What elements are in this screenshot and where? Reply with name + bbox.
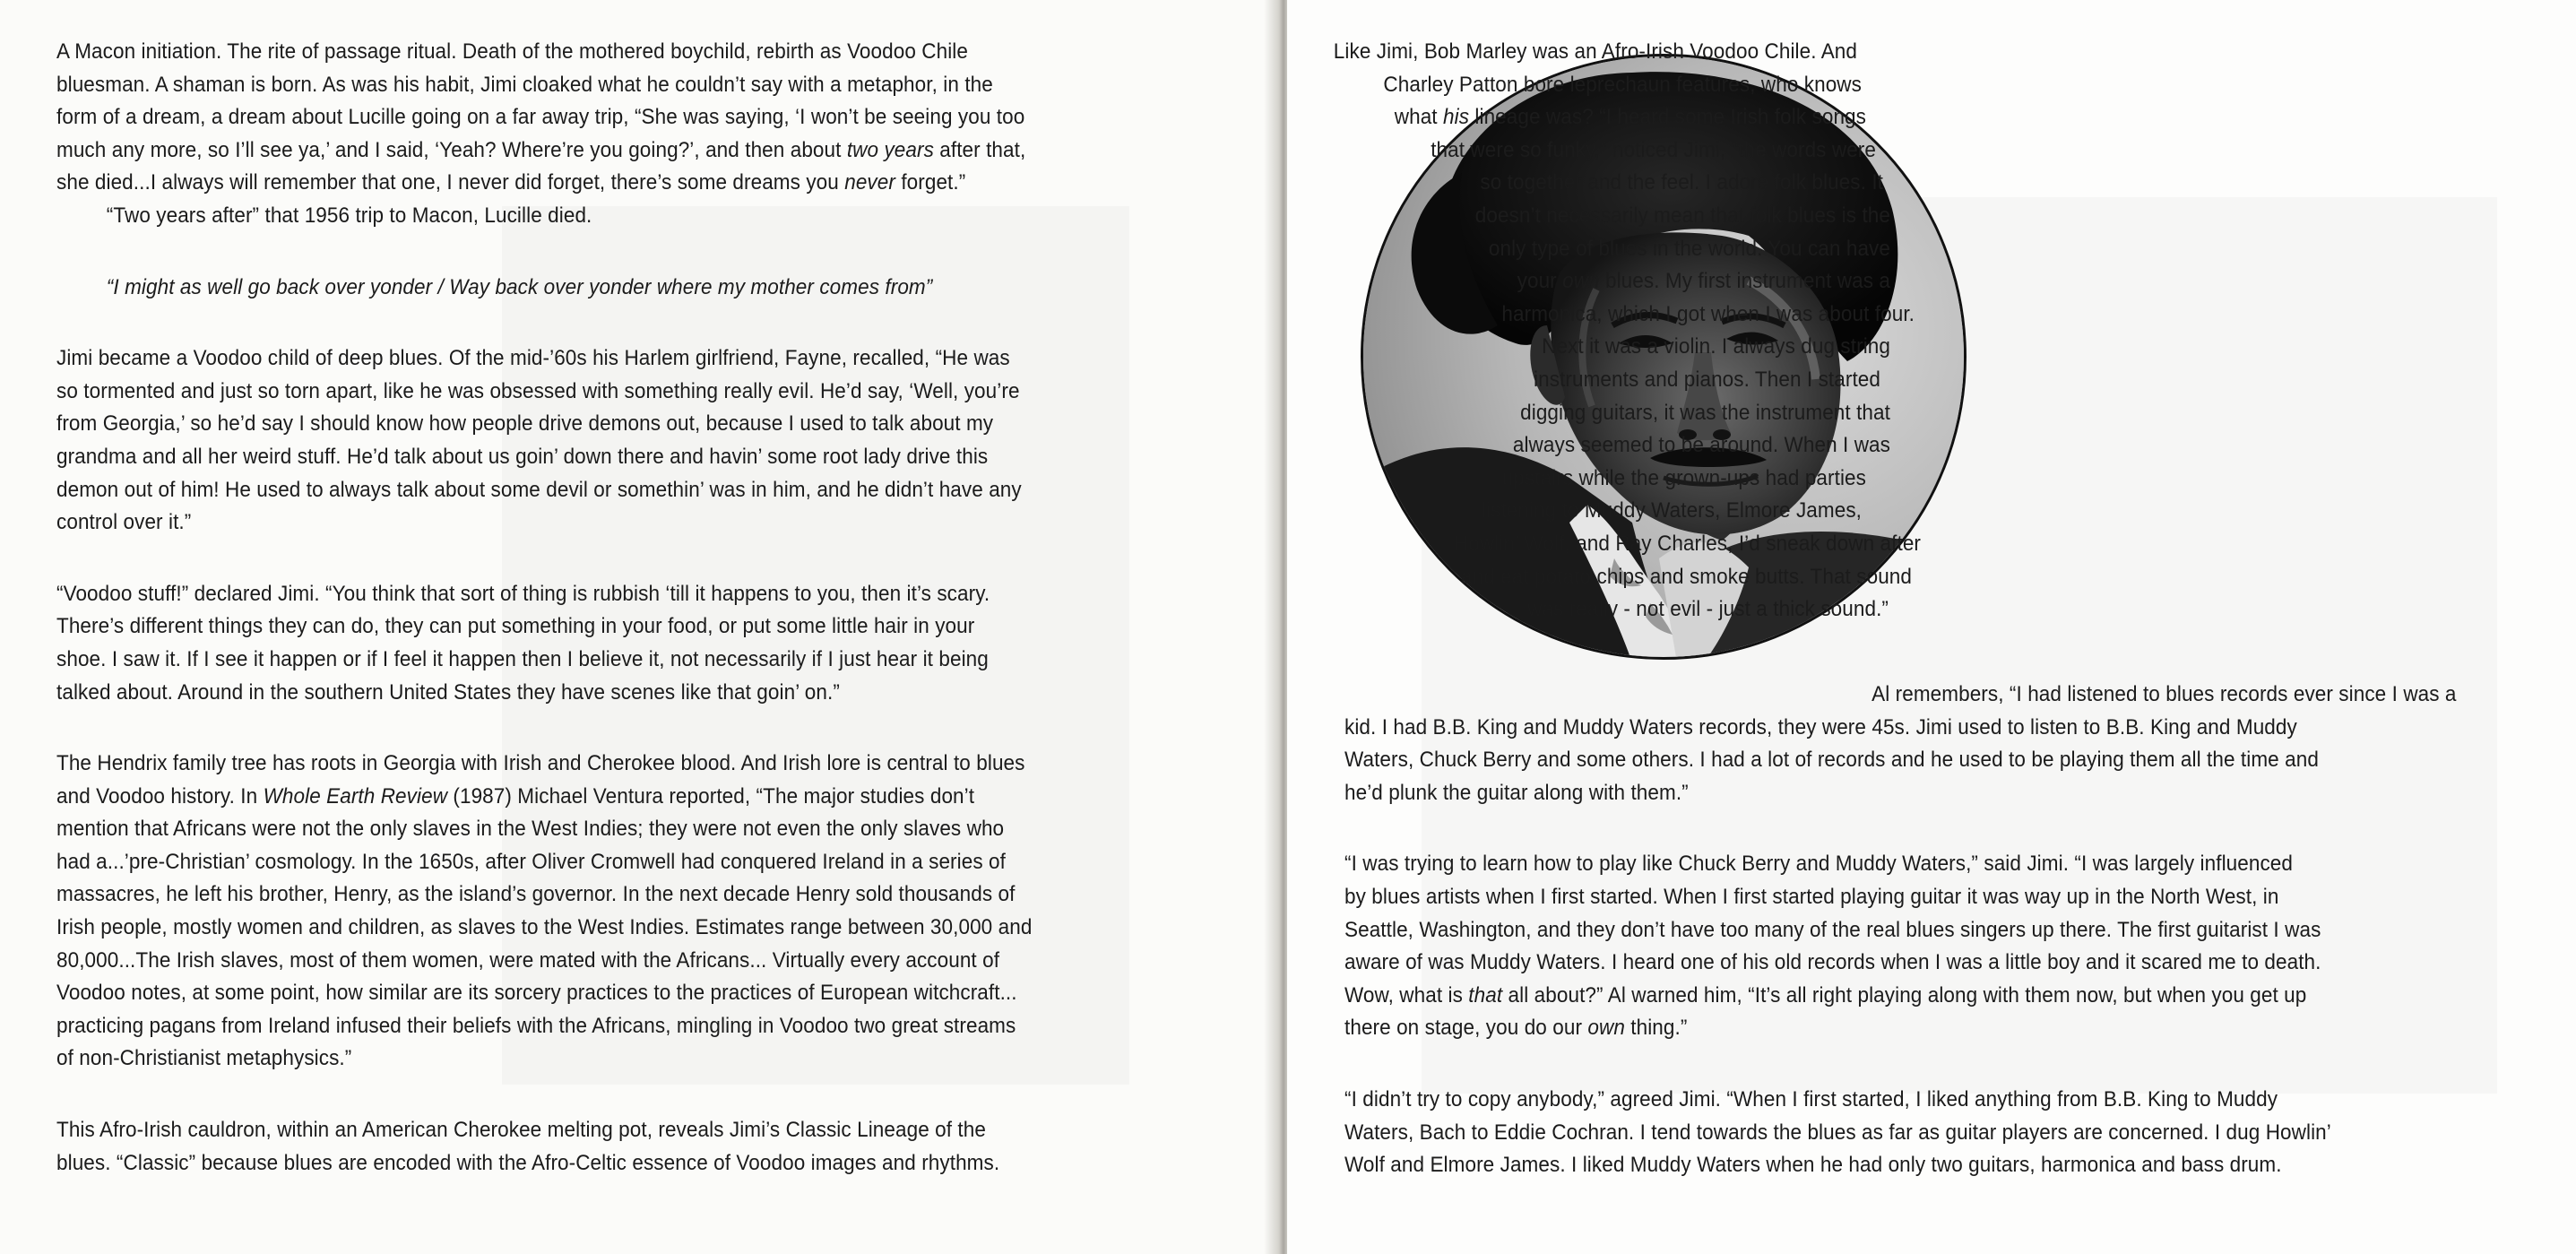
left_page-p1-line: “I might as well go back over yonder / Way back over yonder where my mother comes from” bbox=[106, 274, 933, 299]
wrap-line: and eat potato chips and smoke butts. That sound bbox=[1460, 564, 1913, 589]
wrap-line: harmonica, which I got when I was about four. bbox=[1501, 301, 1915, 326]
left_page-p0-line: A Macon initiation. The rite of passage ritual. Death of the mothered boychild, rebirth as Voodoo Chile bbox=[56, 39, 969, 64]
left-page bbox=[0, 0, 1280, 1254]
left_page-p2-line: control over it.” bbox=[56, 510, 192, 535]
right_page-p2-line: Wolf and Elmore James. I liked Muddy Waters when he had only two guitars, harmonica and bass drum. bbox=[1344, 1153, 2282, 1178]
left_page-p5-line: This Afro-Irish cauldron, within an American Cherokee melting pot, reveals Jimi’s Classic Lineage of the bbox=[56, 1118, 986, 1143]
left_page-p4-line: The Hendrix family tree has roots in Georgia with Irish and Cherokee blood. And Irish lore is central to blues bbox=[56, 751, 1025, 776]
wrap-line: Charley Patton bore leprechaun features, who knows bbox=[1383, 72, 1863, 97]
left_page-p4-line: 80,000...The Irish slaves, most of them women, were mated with the Africans... Virtually every account of bbox=[56, 947, 1000, 973]
wrap-line: digging guitars, it was the instrument that bbox=[1520, 400, 1891, 425]
wrap-line: Next it was a violin. I always dug string bbox=[1542, 334, 1891, 359]
left_page-p2-line: from Georgia,’ so he’d say I should know how people drive demons out, because I used to talk about my bbox=[56, 411, 994, 437]
right_page-p0-line: kid. I had B.B. King and Muddy Waters records, they were 45s. Jimi used to listen to B.B. King and Muddy bbox=[1344, 714, 2297, 739]
left_page-p3-line: “Voodoo stuff!” declared Jimi. “You think that sort of thing is rubbish ‘till it happens to you, then it’s scary. bbox=[56, 581, 990, 606]
left_page-p3-line: talked about. Around in the southern United States they have scenes like that goin’ on.” bbox=[56, 679, 840, 705]
left_page-p0-line: she died...I always will remember that one, I never did forget, there’s some dreams you never forget.” bbox=[56, 170, 966, 195]
wrap-line: always seemed to be around. When I was bbox=[1512, 433, 1891, 458]
left_page-p2-line: grandma and all her weird stuff. He’d talk about us goin’ down there and havin’ some root lady drive this bbox=[56, 444, 989, 469]
left_page-p2-line: Jimi became a Voodoo child of deep blues. Of the mid-’60s his Harlem girlfriend, Fayne, recalled, “He was bbox=[56, 346, 1010, 371]
wrap-line: only type of blues in the world. You can have bbox=[1488, 236, 1891, 261]
left_page-p3-line: shoe. I saw it. If I see it happen or if I feel it happen then I believe it, not necessarily if I just hear it being bbox=[56, 646, 989, 671]
right_page-p1-line: Wow, what is that all about?” Al warned him, “It’s all right playing along with them now, but when you get up bbox=[1344, 982, 2307, 1008]
right_page-p0-line: Al remembers, “I had listened to blues records ever since I was a bbox=[1871, 682, 2457, 706]
left_page-p4-line: Irish people, mostly women and children, as slaves to the West Indies. Estimates range between 30,000 and bbox=[56, 915, 1033, 940]
left_page-p5-line: blues. “Classic” because blues are encoded with the Afro-Celtic essence of Voodoo images and rhythms. bbox=[56, 1150, 1000, 1175]
right_page-p0-line: he’d plunk the guitar along with them.” bbox=[1344, 780, 1689, 805]
left_page-p0-line: form of a dream, a dream about Lucille going on a far away trip, “She was saying, ‘I won’t be seeing you too bbox=[56, 105, 1025, 130]
wrap-line: your own blues. My first instrument was a bbox=[1517, 269, 1891, 294]
left_page-p2-line: demon out of him! He used to always talk about some devil or somethin’ was in him, and he didn’t have any bbox=[56, 477, 1022, 502]
wrap-line: listening to Muddy Waters, Elmore James, bbox=[1481, 498, 1863, 523]
wrap-line: Like Jimi, Bob Marley was an Afro-Irish Voodoo Chile. And bbox=[1333, 39, 1858, 64]
wrap-line: instruments and pianos. Then I started bbox=[1534, 368, 1881, 392]
left_page-p4-line: and Voodoo history. In Whole Earth Review (1987) Michael Ventura reported, “The major studies don’t bbox=[56, 783, 975, 809]
left_page-p0-line: bluesman. A shaman is born. As was his habit, Jimi cloaked what he couldn’t say with a metaphor, in the bbox=[56, 72, 993, 97]
right_page-p1-line: there on stage, you do our own thing.” bbox=[1344, 1016, 1688, 1041]
right-page-text bbox=[1344, 679, 2457, 1182]
right_page-p0-line: Waters, Chuck Berry and some others. I had a lot of records and he used to be playing them all the time and bbox=[1344, 748, 2319, 773]
left_page-p4-line: of non-Christianist metaphysics.” bbox=[56, 1046, 352, 1071]
left_page-p4-line: mention that Africans were not the only slaves in the West Indies; they were not even the only slaves who bbox=[56, 817, 1005, 842]
left_page-p2-line: so tormented and just so torn apart, like he was obsessed with something really evil. He’d say, ‘Well, you’re bbox=[56, 378, 1020, 403]
wrap-line: doesn’t necessarily mean that folk blues is the bbox=[1474, 203, 1891, 228]
wrap-line: what his lineage was? “I heard some Irish folk songs bbox=[1394, 105, 1867, 130]
right-page bbox=[1287, 0, 2576, 1254]
left_page-p0-line: “Two years after” that 1956 trip to Macon, Lucille died. bbox=[106, 203, 592, 228]
left_page-p3-line: There’s different things they can do, they can put something in your food, or put some little hair in your bbox=[56, 614, 975, 639]
wrap-line: upstairs while the grown-ups had parties bbox=[1501, 465, 1867, 490]
right_page-p1-line: “I was trying to learn how to play like Chuck Berry and Muddy Waters,” said Jimi. “I was largely influenced bbox=[1344, 852, 2294, 877]
left_page-p4-line: practicing pagans from Ireland infused their beliefs with the Africans, mingling in Voodoo two great streams bbox=[56, 1013, 1016, 1038]
left_page-p4-line: had a...’pre-Christian’ cosmology. In the 1650s, after Oliver Cromwell had conquered Ireland in a series of bbox=[56, 849, 1006, 874]
left_page-p4-line: massacres, he left his brother, Henry, as the island’s governor. In the next decade Henry sold thousands of bbox=[56, 882, 1016, 907]
right_page-p1-line: Seattle, Washington, and they don’t have too many of the real blues singers up there. The first guitarist I was bbox=[1344, 917, 2321, 942]
left-page-text bbox=[56, 36, 1032, 1180]
left_page-p4-line: Voodoo notes, at some point, how similar are its sorcery practices to the practices of European witchcraft... bbox=[56, 981, 1017, 1006]
right_page-p1-line: by blues artists when I first started. When I first started playing guitar it was way up in the North West, in bbox=[1344, 884, 2279, 909]
right_page-p1-line: aware of was Muddy Waters. I heard one of his old records when I was a little boy and it scared me to death. bbox=[1344, 950, 2321, 975]
wrap-line: so together and the feel. I adore folk blues. It bbox=[1480, 170, 1884, 195]
wrap-line: that were so funky,” noticed Jimi, “the words were bbox=[1431, 137, 1877, 162]
wrap-line: Howlin’ Wolf, and Ray Charles, I’d sneak down after bbox=[1453, 532, 1922, 556]
right_page-p2-line: Waters, Bach to Eddie Cochran. I tend towards the blues as far as guitar players are concerned. I dug Howlin’ bbox=[1344, 1120, 2331, 1145]
right_page-p2-line: “I didn’t try to copy anybody,” agreed Jimi. “When I first started, I liked anything from B.B. King to Muddy bbox=[1344, 1086, 2278, 1111]
left_page-p0-line: much any more, so I’ll see ya,’ and I said, ‘Yeah? Where’re you going?’, and then about two years after that, bbox=[56, 137, 1026, 162]
wrap-line: was really - not evil - just a thick sound.” bbox=[1527, 597, 1889, 622]
